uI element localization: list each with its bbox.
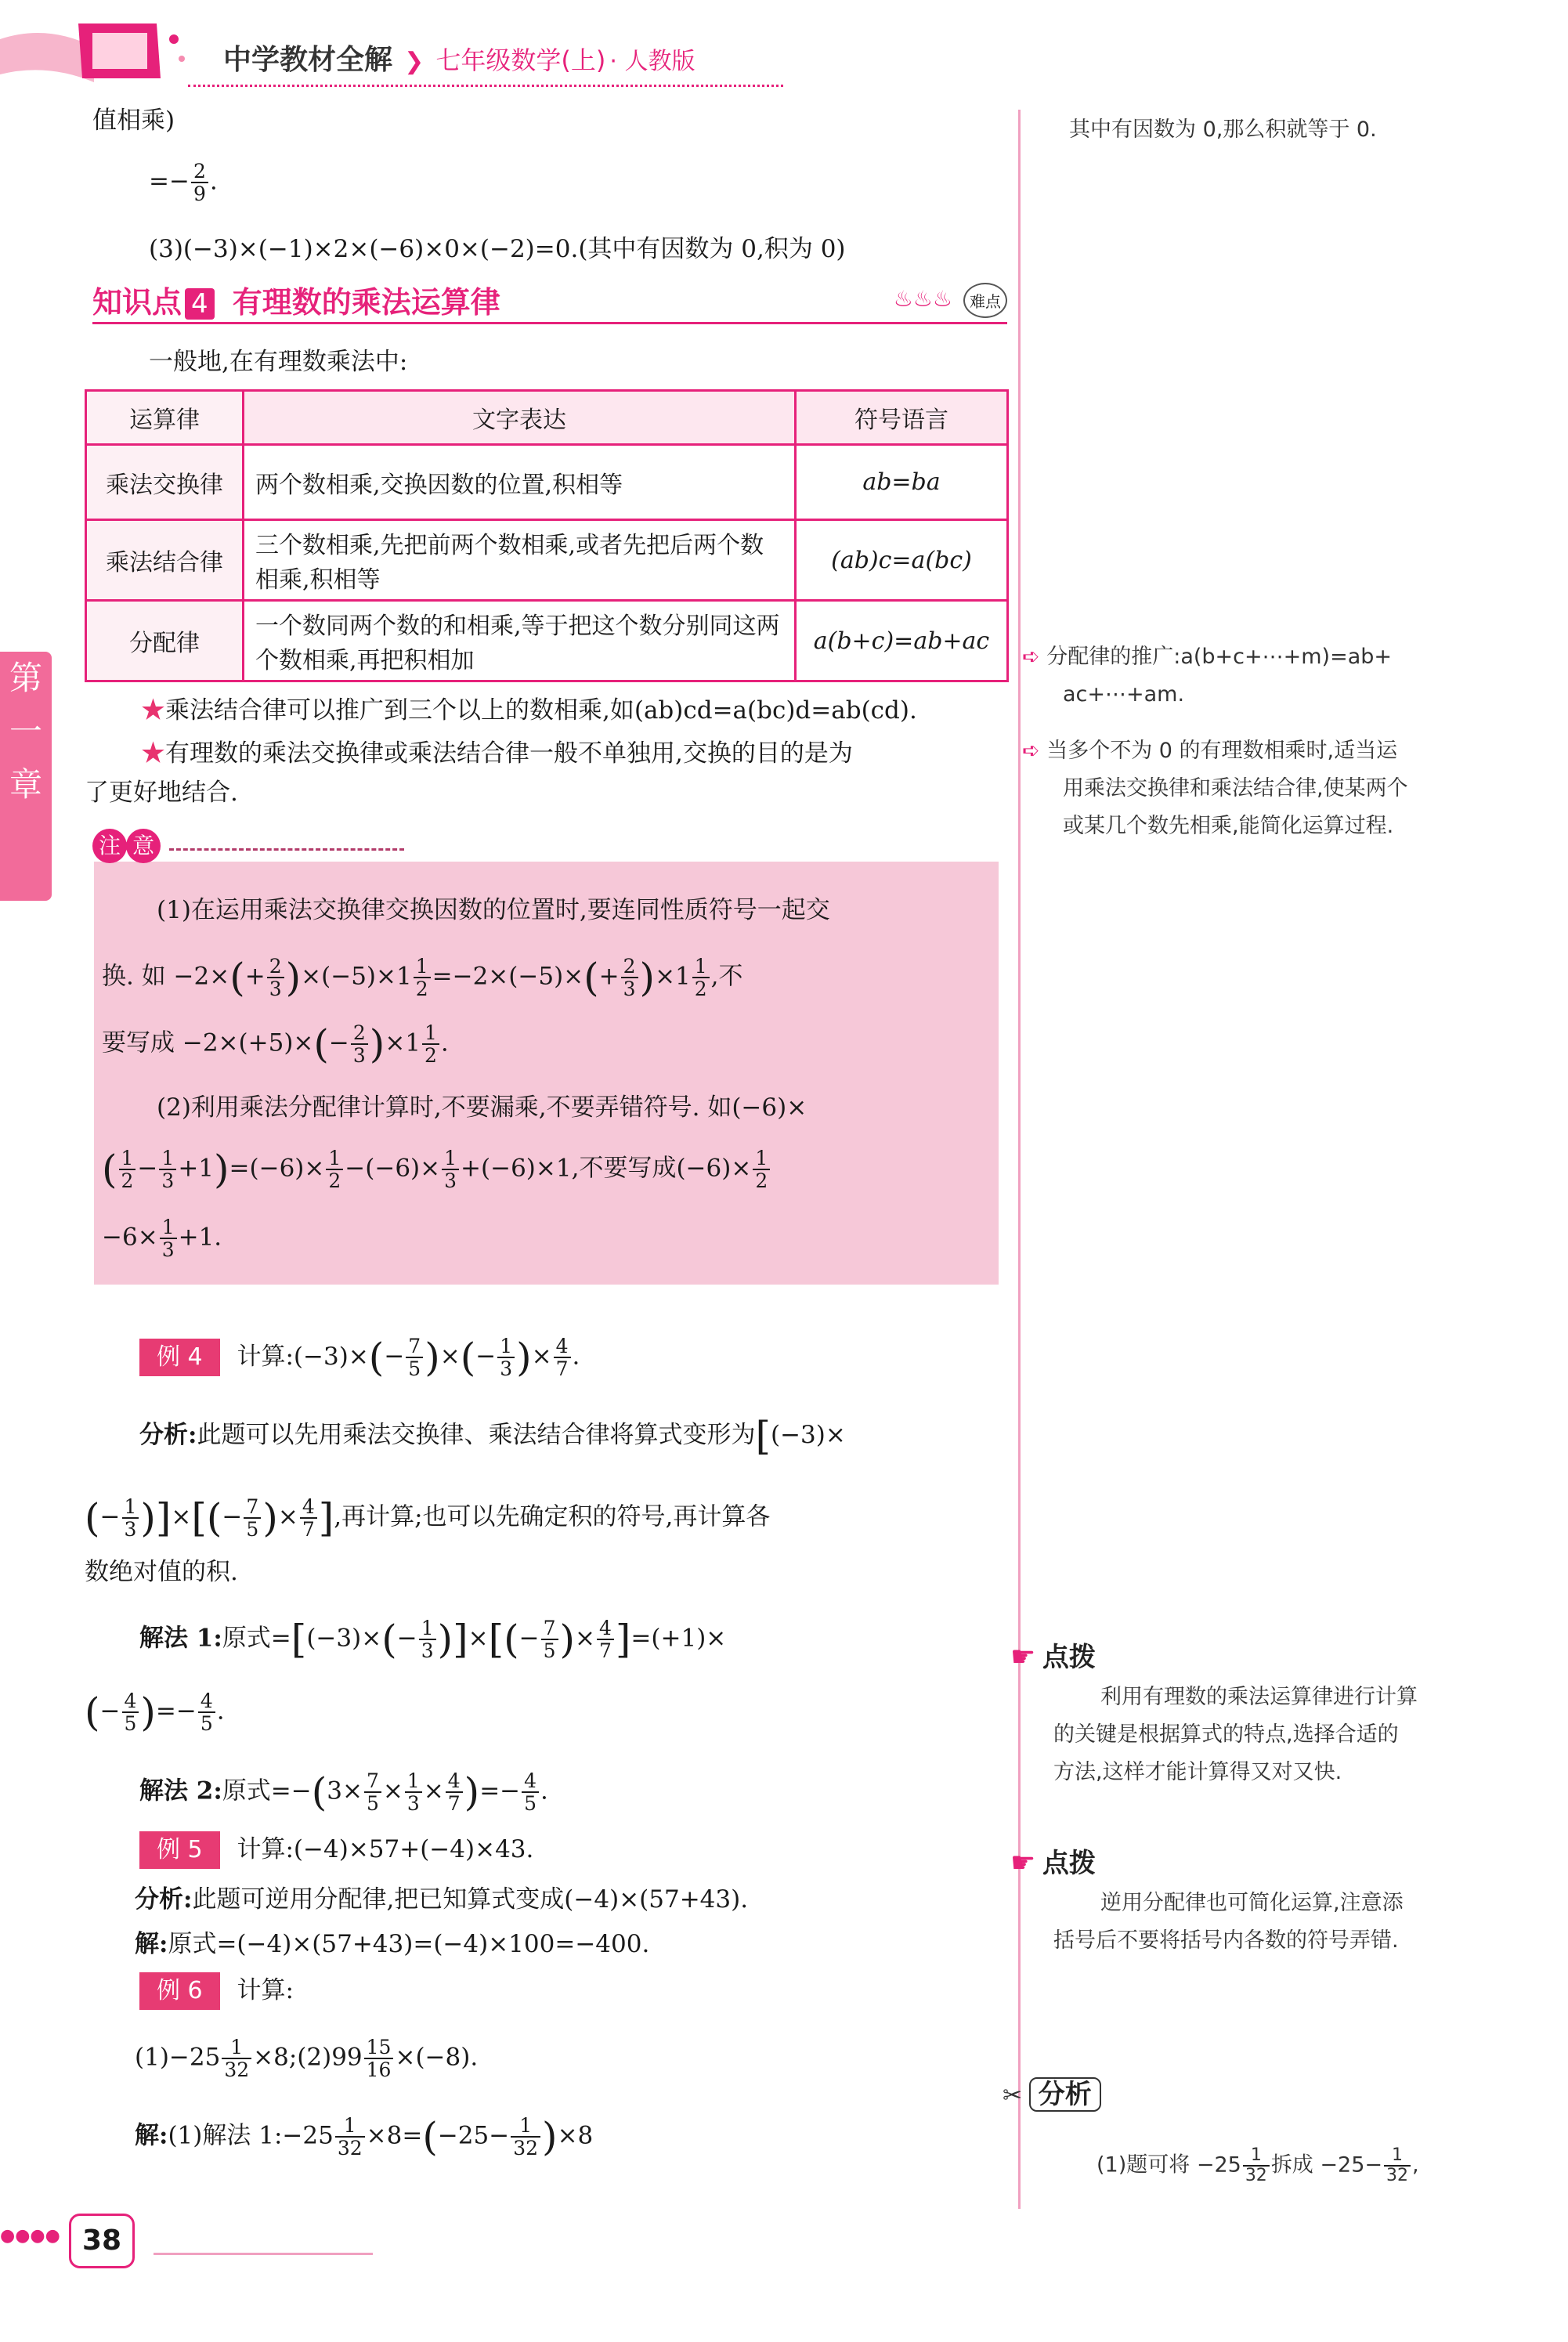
example-5-problem xyxy=(139,1831,533,1869)
fraction: $\frac{1}{2}$ xyxy=(414,956,431,999)
text: 的关键是根据算式的特点,选择合适的 xyxy=(1053,1722,1399,1747)
solution-line: 解:(1)解法 1:−25 $\frac{1}{32}$ ×8=(−25− $\frac{1}{32}$ )×8 xyxy=(135,2114,594,2159)
page-number: 38 xyxy=(69,2214,135,2268)
knowledge-point-heading xyxy=(92,278,1007,324)
fraction: $\frac{1}{3}$ xyxy=(405,1770,422,1814)
note-math-line: ( $\frac{1}{2}$ − $\frac{1}{3}$ +1)=(−6)× $\frac{1}{2}$ −(−6)× $\frac{1}{3}$ +(−6)×1,不要写成(−6)× $\frac{1}{2}$ xyxy=(102,1148,771,1191)
solution-label: 解法 2: xyxy=(139,1776,222,1805)
text: 用乘法交换律和乘法结合律,使某两个 xyxy=(1063,776,1408,801)
text: 要写成 −2×(+5)× xyxy=(102,1028,314,1057)
fraction: $\frac{4}{7}$ xyxy=(300,1496,317,1540)
fraction: $\frac{2}{3}$ xyxy=(267,956,284,999)
text: =−2×(−5)× xyxy=(432,962,584,991)
text: 分配律的推广:a(b+c+⋯+m)=ab+ xyxy=(1046,645,1393,669)
footer-rule xyxy=(154,2253,373,2255)
fraction: $\frac{1}{3}$ xyxy=(122,1496,139,1540)
text: (1)解法 1:−25 xyxy=(168,2121,334,2150)
header-decoration xyxy=(0,16,188,86)
fraction: $\frac{1}{2}$ xyxy=(326,1148,343,1191)
fraction: $\frac{1}{3}$ xyxy=(419,1617,436,1661)
text: 原式=− xyxy=(222,1776,312,1805)
fraction: $\frac{1}{3}$ xyxy=(497,1335,515,1379)
sidebar-note xyxy=(1022,638,1392,714)
pointing-hand-icon: ☛ xyxy=(1010,1641,1036,1673)
text: 方法,这样才能计算得又对又快. xyxy=(1053,1760,1342,1784)
text: 或某几个数先相乘,能简化运算过程. xyxy=(1063,814,1394,838)
text: +(−6)×1,不要写成(−6)× xyxy=(461,1154,752,1183)
text: , xyxy=(1412,2152,1419,2178)
pointing-hand-icon: ☛ xyxy=(1010,1847,1036,1879)
rule-text: 两个数相乘,交换因数的位置,积相等 xyxy=(244,445,796,520)
text: (−3)× xyxy=(770,1421,846,1449)
tip-title: 点拨 xyxy=(1042,1642,1096,1673)
solution-label: 解: xyxy=(135,1930,168,1958)
star-note xyxy=(141,736,853,771)
star-note xyxy=(141,693,917,728)
table-header: 文字表达 xyxy=(244,391,796,445)
note-label-char: 注 xyxy=(92,829,127,863)
rule-text: 一个数同两个数的和相乘,等于把这个数分别同这两个数相乘,再把积相加 xyxy=(244,601,796,681)
text: 原式= xyxy=(222,1624,291,1653)
text: 利用有理数的乘法运算律进行计算 xyxy=(1100,1685,1418,1709)
rule-text: 三个数相乘,先把前两个数相乘,或者先把后两个数相乘,积相等 xyxy=(244,520,796,601)
book-logo-icon xyxy=(0,16,188,86)
note-label xyxy=(92,829,404,863)
fraction: $\frac{7}{5}$ xyxy=(244,1496,261,1540)
text: ×8= xyxy=(366,2121,423,2150)
fraction: $\frac{2}{3}$ xyxy=(621,956,638,999)
analysis-text xyxy=(1097,2146,1419,2185)
tip-title: 点拨 xyxy=(1042,1848,1096,1879)
solution-label: 解法 1: xyxy=(139,1624,222,1653)
fraction: $\frac{4}{5}$ xyxy=(522,1770,539,1814)
tip-2 xyxy=(1010,1845,1559,1960)
analysis-line: 分析:此题可以先用乘法交换律、乘法结合律将算式变形为[(−3)× xyxy=(139,1413,846,1459)
fraction: $\frac{1}{32}$ xyxy=(222,2037,251,2080)
text: 计算:(−4)×57+(−4)×43. xyxy=(237,1835,534,1863)
rules-table xyxy=(85,389,1009,682)
fraction: $\frac{2}{3}$ xyxy=(351,1022,368,1066)
fraction: $\frac{1}{2}$ xyxy=(422,1022,439,1066)
tip-1 xyxy=(1010,1639,1559,1791)
fraction: $\frac{15}{16}$ xyxy=(364,2037,394,2080)
analysis-line: 数绝对值的积. xyxy=(85,1558,238,1586)
note-math-line: 要写成 −2×(+5)×(− $\frac{2}{3}$ )×1 $\frac{1}{2}$ . xyxy=(102,1021,449,1067)
fraction: $\frac{1}{2}$ xyxy=(692,956,710,999)
fraction: $\frac{1}{3}$ xyxy=(159,1148,176,1191)
example-6-problem xyxy=(139,1972,294,2010)
chapter-char-1: 第 xyxy=(9,659,42,697)
example-tag: 例 5 xyxy=(139,1831,220,1869)
kp-number: 4 xyxy=(185,288,215,320)
text: 此题可逆用分配律,把已知算式变成(−4)×(57+43). xyxy=(192,1885,749,1914)
kp-title: 有理数的乘法运算律 xyxy=(232,285,500,320)
text-line: 了更好地结合. xyxy=(85,779,238,807)
text: −6× xyxy=(102,1223,158,1252)
book-title: 中学教材全解 xyxy=(223,44,393,76)
text: 此题可以先用乘法交换律、乘法结合律将算式变形为 xyxy=(197,1421,756,1449)
book-edition: · 人教版 xyxy=(609,48,695,75)
text: =− xyxy=(149,167,190,196)
fraction: $\frac{7}{5}$ xyxy=(364,1770,381,1814)
header-rule xyxy=(188,85,783,87)
book-subtitle: 七年级数学(上) xyxy=(435,45,606,75)
text: 当多个不为 0 的有理数相乘时,适当运 xyxy=(1046,739,1398,763)
analysis-title: 分析 xyxy=(1029,2077,1101,2112)
text: ×1 xyxy=(655,962,691,991)
solution-line: (− $\frac{4}{5}$ )=− $\frac{4}{5}$ . xyxy=(85,1690,225,1735)
table-header: 运算律 xyxy=(86,391,244,445)
text-line: 一般地,在有理数乘法中: xyxy=(149,348,408,376)
rule-symbol: ab=ba xyxy=(796,445,1008,520)
rule-symbol: a(b+c)=ab+ac xyxy=(796,601,1008,681)
example-4-problem: 例 4 计算:(−3)×(− $\frac{7}{5}$ )×(− $\frac{1}{3}$ )× $\frac{4}{7}$ . xyxy=(139,1335,580,1379)
analysis-label: 分析: xyxy=(135,1885,193,1914)
note-line: (2)利用乘法分配律计算时,不要漏乘,不要弄错符号. 如(−6)× xyxy=(157,1093,807,1122)
header-title: 中学教材全解 ❯ 七年级数学(上) · 人教版 xyxy=(223,44,695,76)
difficulty-badge: 难点 xyxy=(963,283,1007,318)
star-icon: ★ xyxy=(141,696,165,725)
star-icon: ★ xyxy=(141,739,165,768)
sidebar-note xyxy=(1022,732,1408,845)
math-line: =− $\frac{2}{9}$ . xyxy=(149,160,218,205)
text-line: 值相乘) xyxy=(92,107,175,135)
fraction: $\frac{1}{3}$ xyxy=(160,1216,177,1260)
text: 乘法结合律可以推广到三个以上的数相乘,如(ab)cd=a(bc)d=ab(cd). xyxy=(165,696,917,725)
table-header: 符号语言 xyxy=(796,391,1008,445)
text: ×8 xyxy=(557,2121,594,2150)
table-row xyxy=(86,601,1008,681)
solution-label: 解: xyxy=(135,2121,168,2150)
note-math-line: 换. 如 −2×(+ $\frac{2}{3}$ )×(−5)×1 $\frac{1}{2}$ =−2×(−5)×(+ $\frac{2}{3}$ )×1 $\frac{1}{2}$ ,不 xyxy=(102,955,743,1000)
table-row xyxy=(86,445,1008,520)
text: 原式=(−4)×(57+43)=(−4)×100=−400. xyxy=(168,1930,650,1958)
analysis-line xyxy=(135,1882,748,1917)
text: ×(−5)×1 xyxy=(301,962,412,991)
footer-dots: ●●●● xyxy=(0,2226,60,2246)
text: 括号后不要将括号内各数的符号弄错. xyxy=(1053,1928,1399,1953)
fraction: $\frac{1}{3}$ xyxy=(442,1148,459,1191)
fraction: $\frac{1}{32}$ xyxy=(511,2115,540,2159)
text: 有理数的乘法交换律或乘法结合律一般不单独用,交换的目的是为 xyxy=(165,739,853,768)
table-row xyxy=(86,520,1008,601)
note-label-char: 意 xyxy=(126,829,161,863)
solution-line: 解法 2:原式=−(3× $\frac{7}{5}$ × $\frac{1}{3}$ × $\frac{4}{7}$ )=− $\frac{4}{5}$ . xyxy=(139,1769,548,1815)
chapter-char-3: 章 xyxy=(9,765,42,804)
solution-line: 解法 1:原式=[(−3)×(− $\frac{1}{3}$ )]×[(− $\frac{7}{5}$ )× $\frac{4}{7}$ ]=(+1)× xyxy=(139,1617,727,1662)
text: +1. xyxy=(178,1223,222,1252)
arrow-icon: ➪ xyxy=(1022,739,1040,763)
analysis-box xyxy=(1003,2076,1551,2116)
note-line: (1)在运用乘法交换律交换因数的位置时,要连同性质符号一起交 xyxy=(157,896,830,924)
scissors-icon: ✂ xyxy=(1003,2082,1023,2109)
text: ×1 xyxy=(385,1028,421,1057)
fraction: $\frac{4}{5}$ xyxy=(198,1690,215,1734)
fraction: $\frac{2}{9}$ xyxy=(191,161,208,204)
fraction: $\frac{1}{32}$ xyxy=(335,2115,365,2159)
solution-line xyxy=(135,1927,649,1961)
chapter-char-2: 一 xyxy=(9,712,42,750)
sidebar-note: 其中有因数为 0,那么积就等于 0. xyxy=(1069,117,1377,142)
fraction: $\frac{1}{32}$ xyxy=(1243,2146,1270,2185)
text: −(−6)× xyxy=(345,1154,441,1183)
table-header-row xyxy=(86,391,1008,445)
analysis-line: (− $\frac{1}{3}$ )]×[(− $\frac{7}{5}$ )× $\frac{4}{7}$ ],再计算;也可以先确定积的符号,再计算各 xyxy=(85,1495,771,1541)
rule-name: 乘法结合律 xyxy=(86,520,244,601)
text: ×8;(2)99 xyxy=(253,2043,363,2072)
kp-tag: 知识点 xyxy=(92,285,182,320)
text: (1)题可将 −25 xyxy=(1097,2152,1241,2178)
text: 逆用分配律也可简化运算,注意添 xyxy=(1100,1891,1404,1915)
text: ac+⋯+am. xyxy=(1063,682,1185,707)
text: 拆成 −25− xyxy=(1270,2152,1382,2178)
fraction: $\frac{4}{5}$ xyxy=(122,1690,139,1734)
fraction: $\frac{4}{7}$ xyxy=(554,1335,571,1379)
text: ×(−8). xyxy=(395,2043,479,2072)
text: 计算:(−3)× xyxy=(237,1342,369,1371)
note-math-line xyxy=(102,1216,222,1260)
text: 计算: xyxy=(237,1976,294,2004)
fraction: $\frac{4}{7}$ xyxy=(446,1770,463,1814)
fraction: $\frac{1}{2}$ xyxy=(119,1148,136,1191)
example-tag: 例 6 xyxy=(139,1972,220,2010)
problem-line xyxy=(135,2037,478,2080)
fraction: $\frac{1}{2}$ xyxy=(753,1148,770,1191)
text: =(+1)× xyxy=(630,1624,727,1653)
flame-icon: ♨♨♨ xyxy=(893,286,952,312)
arrow-icon: ➪ xyxy=(1022,645,1040,669)
fraction: $\frac{1}{32}$ xyxy=(1384,2146,1411,2185)
note-label-line xyxy=(169,848,404,851)
fraction: $\frac{4}{7}$ xyxy=(597,1617,614,1661)
text-line: (3)(−3)×(−1)×2×(−6)×0×(−2)=0.(其中有因数为 0,积为 0) xyxy=(149,235,846,263)
example-tag: 例 4 xyxy=(139,1339,220,1376)
text: ,再计算;也可以先确定积的符号,再计算各 xyxy=(334,1502,771,1531)
fraction: $\frac{7}{5}$ xyxy=(541,1617,558,1661)
analysis-label: 分析: xyxy=(139,1421,197,1449)
chapter-tab[interactable] xyxy=(0,652,52,901)
text: 换. 如 −2× xyxy=(102,962,230,991)
rule-name: 乘法交换律 xyxy=(86,445,244,520)
text: =(−6)× xyxy=(229,1154,325,1183)
fraction: $\frac{7}{5}$ xyxy=(406,1335,423,1379)
text: ,不 xyxy=(710,962,743,991)
rule-symbol: (ab)c=a(bc) xyxy=(796,520,1008,601)
rule-name: 分配律 xyxy=(86,601,244,681)
text: (1)−25 xyxy=(135,2043,221,2072)
